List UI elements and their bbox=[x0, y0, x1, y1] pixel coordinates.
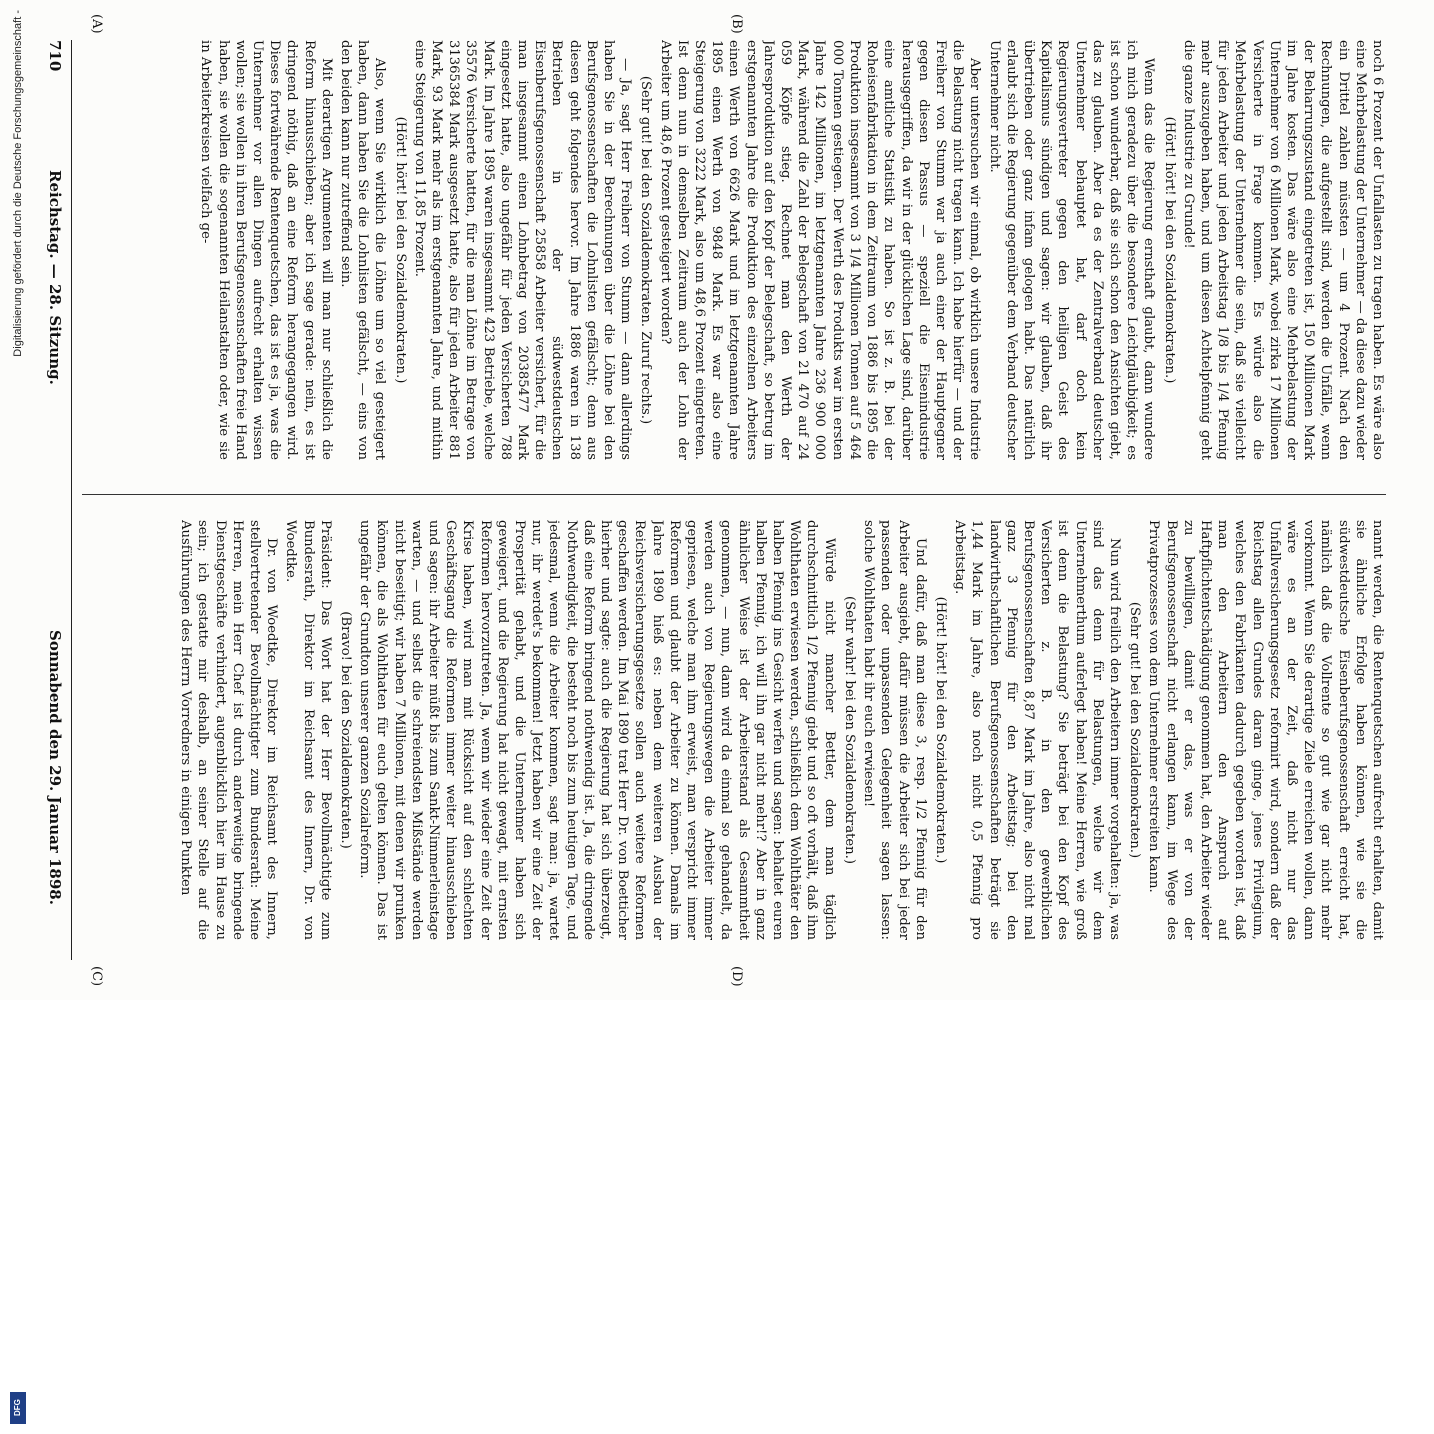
paragraph: — Ja, sagt Herr Freiherr von Stumm — dann allerdings haben Sie in der Berechnungen über die Löhne bei den Berufsgenossenschaften die Lohnlisten gefälscht; denn aus diesen geht folgendes hervor. Im Jahre 1886 waren in 138 Betrieben in der südwestdeutschen Eisenberufsgenossenschaft 25858 Arbeiter versichert, für die man insgesammt einen Lohnbetrag von 20385477 Mark eingesetzt hatte, also ungefähr für jeden Versicherten 788 Mark. Im Jahre 1895 waren insgesammt 423 Betriebe, welche 35576 Versicherte hatten, für die man Löhne im Betrage von 31365384 Mark ausgesetzt hatte, also für jeden Arbeiter 881 Mark, 93 Mark mehr als im erstgenannten Jahre, und mithin eine Steigerung von 11,85 Prozent. bbox=[411, 40, 634, 460]
paragraph: noch 6 Prozent der Unfallasten zu tragen haben. Es wäre also eine Mehrbelastung der Unternehmer — da diese dazu wieder ein Drittel zahlen müssten — um 4 Prozent. Nach den Rechnungen, die aufgestellt sind, werden die Unfälle, wenn der Beharrungszustand eingetreten ist, 150 Millionen Mark im Jahre kosten. Das wäre also eine Mehrbelastung der Unternehmer von 6 Millionen Mark, wobei zirka 17 Millionen Versicherte in Frage kommen. Es würde also die Mehrbelastung der Unternehmer die sein, daß sie vielleicht für jeden Arbeiter und jeden Arbeitstag 1/8 bis 1/4 Pfennig mehr auszugeben haben, und um diesen Achtelpfennig geht die ganze Industrie zu Grunde! bbox=[1180, 40, 1385, 460]
page-number: 710 bbox=[46, 40, 64, 72]
digitization-note: Digitalisierung gefördert durch die Deutsche Forschungsgemeinschaft - bbox=[12, 10, 24, 357]
interjection: (Bravo! bei den Sozialdemokraten.) bbox=[338, 611, 354, 849]
digitization-sidebar bbox=[2, 0, 36, 1434]
right-column bbox=[82, 520, 1386, 940]
session-title: Reichstag. — 28. Sitzung. bbox=[46, 170, 64, 385]
margin-mark-b: (B) bbox=[729, 14, 744, 34]
paragraph: Präsident: Das Wort hat der Herr Bevollmächtigte zum Bundesrath, Direktor im Reichsamt des Innern, Dr. von Woedtke. bbox=[283, 520, 333, 940]
paragraph: Dr. von Woedtke, Direktor im Reichsamt des Innern, stellvertretender Bevollmächtigter zum Bundesrath: Meine Herren, mein Herr Chef ist durch anderweitige bringende Dienstgeschäfte verhindert, augenblicklich hier im Hause zu sein; ich gestatte mir deshalb, an seiner Stelle auf die Ausführungen des Herrn Vorredners in einigen Punkten bbox=[178, 520, 280, 940]
paragraph: Und dafür, daß man diese 3, resp. 1/2 Pfennig für den Arbeiter ausgiebt, dafür müssen die Arbeiter sich bei jeder passenden oder unpassenden Gelegenheit sagen lassen: solche Wohlthaten habt ihr euch erwiesen! bbox=[861, 520, 928, 940]
session-date: Sonnabend den 29. Januar 1898. bbox=[46, 630, 64, 905]
dfg-logo: DFG bbox=[10, 1392, 26, 1424]
paragraph: Also, wenn Sie wirklich die Löhne um so viel gesteigert haben, dann haben Sie die Lohnlisten gefälscht, — eins von den beiden kann nur zutreffend sein. bbox=[338, 40, 388, 460]
margin-mark-d: (D) bbox=[729, 966, 744, 987]
paragraph: Aber untersuchen wir einmal, ob wirklich unsere Industrie die Belastung nicht tragen kann. Ich habe hierfür — und der Freiherr von Stumm war ja auch einer der Hauptgegner gegen diesen Passus — speziell die Eisenindustrie herausgegriffen, da wir in der glücklichen Lage sind, darüber eine amtliche Statistik zu haben. So ist z. B. bei der Roheisenfabrikation in dem Zeitraum von 1886 bis 1895 die Produktion insgesammt von 3 1/4 Millionen Tonnen auf 5 464 000 Tonnen gestiegen. Der Werth des Produkts war im ersten Jahre 142 Millionen, im letztgenannten Jahre 236 900 000 Mark, während die Zahl der Belegschaft von 21 470 auf 24 059 Köpfe stieg. Rechnet man den Werth der Jahresproduktion auf den Kopf der Belegschaft, so betrug im erstgenannten Jahre die Produktion des einzelnen Arbeiters einen Werth von 6626 Mark und im letztgenannten Jahre 1895 einen Werth von 9848 Mark. Es war also eine Steigerung von 3222 Mark, also um 48,6 Prozent eingetreten. Ist denn nun in demselben Zeitraum auch der Lohn der Arbeiter um 48,6 Prozent gesteigert worden? bbox=[657, 40, 983, 460]
interjection: (Hört! hört! bei den Sozialdemokraten.) bbox=[1161, 116, 1177, 384]
interjection: (Sehr gut! bei den Sozialdemokraten. Zuruf rechts.) bbox=[638, 75, 654, 425]
margin-mark-c: (C) bbox=[89, 966, 104, 987]
header-rule bbox=[71, 40, 72, 960]
page-header bbox=[36, 40, 68, 960]
column-divider bbox=[82, 494, 1386, 495]
margin-mark-a: (A) bbox=[89, 14, 104, 34]
interjection: (Hört! hört! bei den Sozialdemokraten.) bbox=[932, 596, 948, 864]
left-column bbox=[82, 40, 1386, 460]
paragraph: Würde nicht mancher Bettler, dem man täglich durchschnittlich 1/2 Pfennig giebt und so oft vorhält, daß ihm Wohlthaten erwiesen werden, schließlich dem Wohlthäter den halben Pfennig ins Gesicht werfen und sagen: behaltet euren halben Pfennig, ich will ihn gar nicht mehr!? Aber in ganz ähnlicher Weise ist der Arbeiterstand als Gesammtheit genommen, — nun, dann wird da einmal so gehandelt, da werden auch von Regierungswegen die Arbeiter immer gepriesen, welche man ihm erweist, man verspricht immer Reformen und glaubt der Arbeiter zu können. Damals im Jahre 1890 hieß es: neben dem weiteren Ausbau der Reichsversicherungsgesetze sollen auch weitere Reformen geschaffen werden. Im Mai 1890 trat Herr Dr. von Boetticher hierher und sagte: auch die Regierung hat sich überzeugt, daß eine Reform bringend nothwendig ist. Ja, die dringende Nothwendigkeit, die besteht noch bis zum heutigen Tage, und jedesmal, wenn die Arbeiter kommen, sagt man: ja, wartet nur, ihr werdet's bekommen! Jetzt haben wir eine Zeit der Prosperität gehabt, und die Unternehmer haben sich geweigert, und die Regierung hat nicht gewagt, mit ernsten Reformen hervorzutreten. Ja, wenn wir wieder eine Zeit der Krise haben, wird man mit Rücksicht auf den schlechten Geschäftsgang die Reformen immer weiter hinausschieben und sagen: ihr Arbeiter müßt bis zum Sankt-Nimmerleinstage warten, — und selbst die schreiendsten Mißstände werden nicht beseitigt; wir haben 7 Millionen, mit denen wir prunken können, die als Wohlthaten für euch gelten können. Das ist ungefähr der Grundton unserer ganzen Sozialreform. bbox=[357, 520, 837, 940]
paragraph: Mit derartigen Argumenten will man nur schließlich die Reform hinausschieben; aber ich sage gerade: nein, es ist dringend nöthig, daß an eine Reform herangegangen wird. Dieses fortwährende Rentenquetschen, das ist es ja, was die Unternehmer vor allen Dingen aufrecht erhalten wissen wollen; sie wollen in ihren Berufsgenossenschaften freie Hand haben, sie wollen die sogenannten Heilanstalten oder, wie sie in Arbeiterkreisen vielfach ge- bbox=[198, 40, 334, 460]
interjection: (Sehr wahr! bei den Sozialdemokraten.) bbox=[841, 596, 857, 864]
paragraph: Nun wird freilich den Arbeitern immer vorgehalten: ja, was sind das denn für Belastungen, welche wir dem Unternehmerthum auferlegt haben! Meine Herren, wie groß ist denn die Belastung? Sie beträgt bei den Kopf des Versicherten z. B. in den gewerblichen Berufsgenossenschaften 8,87 Mark im Jahre, also nicht mal ganz 3 Pfennig für den Arbeitstag; bei den landwirthschaftlichen Berufsgenossenschaften beträgt sie 1,44 Mark im Jahre, also noch nicht 0,5 Pfennig pro Arbeitstag. bbox=[952, 520, 1122, 940]
paragraph: Wenn das die Regierung ernsthaft glaubt, dann wundere ich mich geradezu über die besondere Leichtgläubigkeit; es ist schon wunderbar, daß sie sich schon den Ansichten giebt, das zu glauben. Aber da es der Zentralverband deutscher Unternehmer behauptet hat, darf doch kein Regierungsvertreter gegen den heiligen Geist des Kapitalismus sündigen und sagen: wir glauben, daß ihr übertrieben oder ganz infam gelogen habt. Das natürlich erlaubt sich die Regierung gegenüber dem Verband deutscher Unternehmer nicht. bbox=[986, 40, 1157, 460]
interjection: (Sehr gut! bei den Sozialdemokraten.) bbox=[1127, 601, 1143, 859]
interjection: (Hört! hört! bei den Sozialdemokraten.) bbox=[392, 116, 408, 384]
paragraph: nannt werden, die Rentenquetschen aufrecht erhalten, damit sie ähnliche Erfolge haben können, wie sie die südwestdeutsche Eisenberufsgenossenschaft erreicht hat, nämlich daß die Vollrente so gut wie gar nicht mehr vorkommt. Wenn Sie derartige Ziele erreichen wollen, dann wäre es an der Zeit, daß nicht nur das Unfallversicherungsgesetz reformirt wird, sondern daß der Reichstag allen Grundes daran ginge, jenes Privilegium, welches den Fabrikanten dadurch gegeben worden ist, daß man den Arbeitern den Anspruch auf Haftpflichtentschädigung genommen hat, den Arbeiter wieder zu bewilligen, damit er das, was er von der Berufsgenossenschaft nicht erlangen kann, im Wege des Privatprozesses von dem Unternehmer erstreiten kann. bbox=[1146, 520, 1385, 940]
